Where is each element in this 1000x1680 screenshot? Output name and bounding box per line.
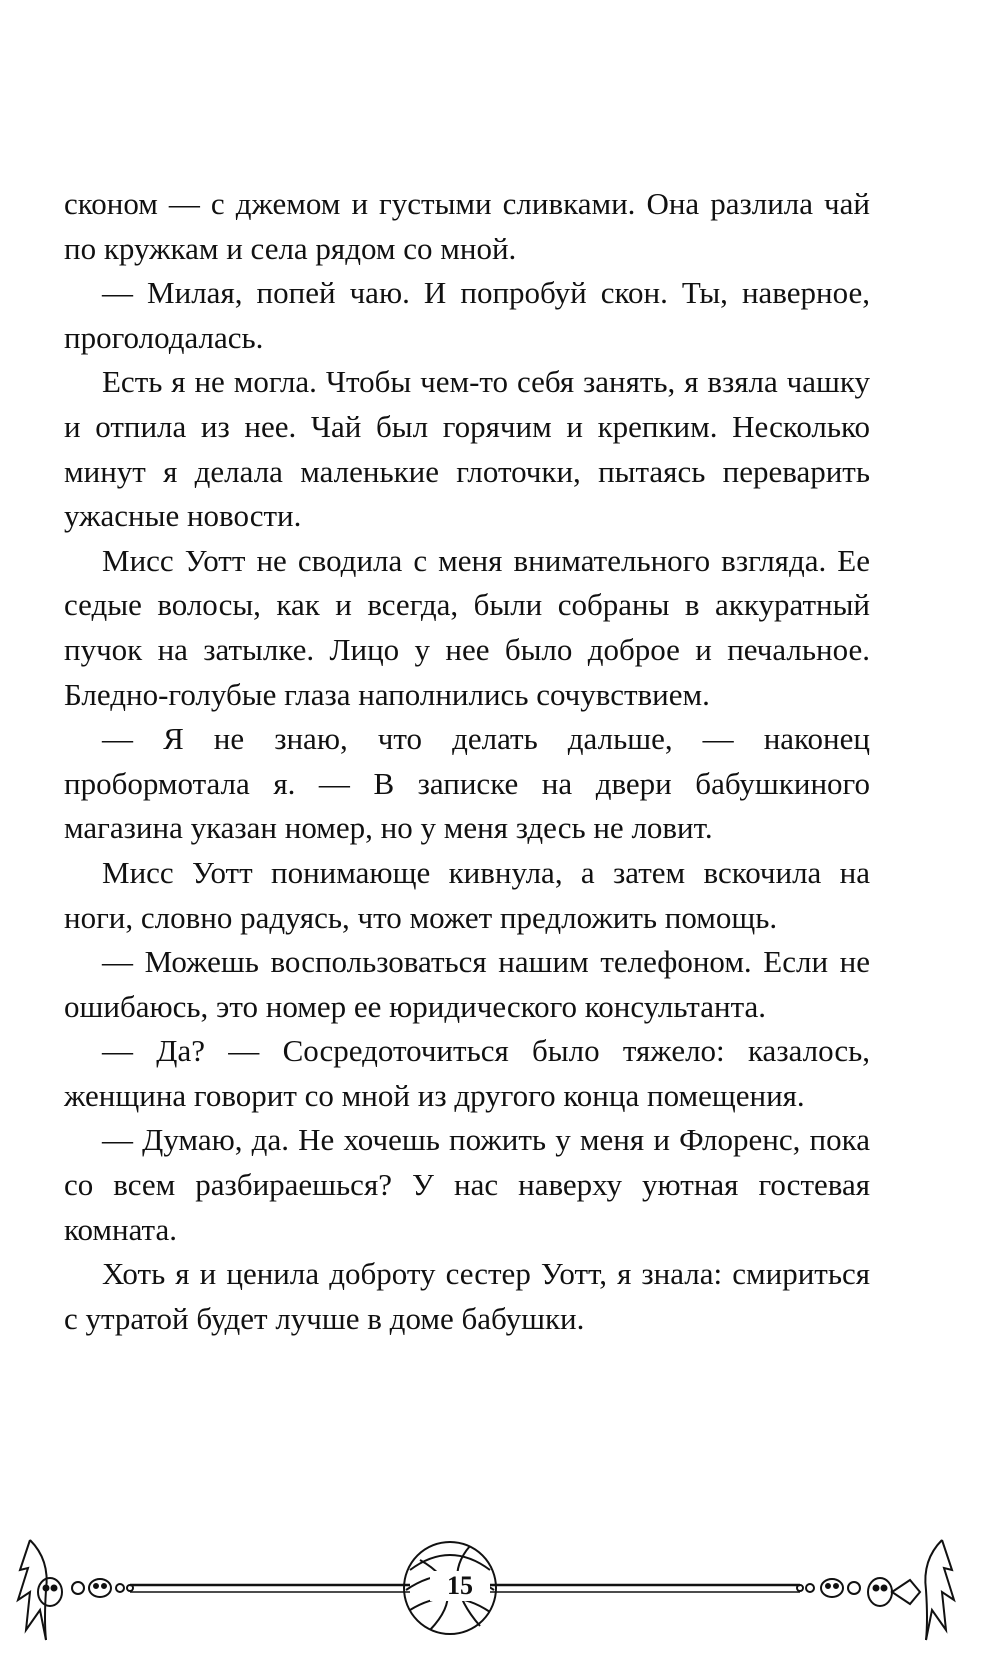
paragraph: Мисс Уотт не сводила с меня внимательного взгляда. Ее седые волосы, как и всегда, были собраны в аккуратный пучок на затылке. Лицо у нее было доброе и печальное. Бледно-голубые глаза наполнились сочувствием. (64, 542, 870, 712)
paragraph: — Думаю, да. Не хочешь пожить у меня и Флоренс, пока со всем разбираешься? У нас наверху уютная гостевая комната. (64, 1122, 870, 1247)
bead-chain (72, 1579, 133, 1597)
paragraph: — Да? — Сосредоточиться было тяжело: казалось, женщина говорит со мной из другого конца помещения. (64, 1033, 870, 1113)
paragraph: сконом — с джемом и густыми сливками. Она разлила чай по кружкам и села рядом со мной. (64, 186, 870, 266)
bat-icon (18, 1540, 62, 1640)
footer-ornament (0, 1530, 1000, 1680)
paragraph: Хоть я и ценила доброту сестер Уотт, я знала: смириться с утратой будет лучше в доме бабушки. (64, 1256, 870, 1336)
bead-chain (797, 1579, 860, 1597)
paragraph: — Я не знаю, что делать дальше, — наконец пробормотала я. — В записке на двери бабушкиного магазина указан номер, но у меня здесь не ловит. (64, 721, 870, 846)
paragraph: — Можешь воспользоваться нашим телефоном. Если не ошибаюсь, это номер ее юридического консультанта. (64, 944, 870, 1024)
paragraph: Мисс Уотт понимающе кивнула, а затем вскочила на ноги, словно радуясь, что может предложить помощь. (64, 854, 870, 935)
page-number: 15 (430, 1571, 490, 1601)
paragraph: Есть я не могла. Чтобы чем-то себя занять, я взяла чашку и отпила из нее. Чай был горячим и крепким. Несколько минут я делала маленькие глоточки, пытаясь переварить ужасные новости. (64, 364, 870, 534)
body-text (64, 182, 870, 1341)
bat-icon (868, 1540, 954, 1640)
paragraph: — Милая, попей чаю. И попробуй скон. Ты, наверное, проголодалась. (64, 275, 870, 355)
